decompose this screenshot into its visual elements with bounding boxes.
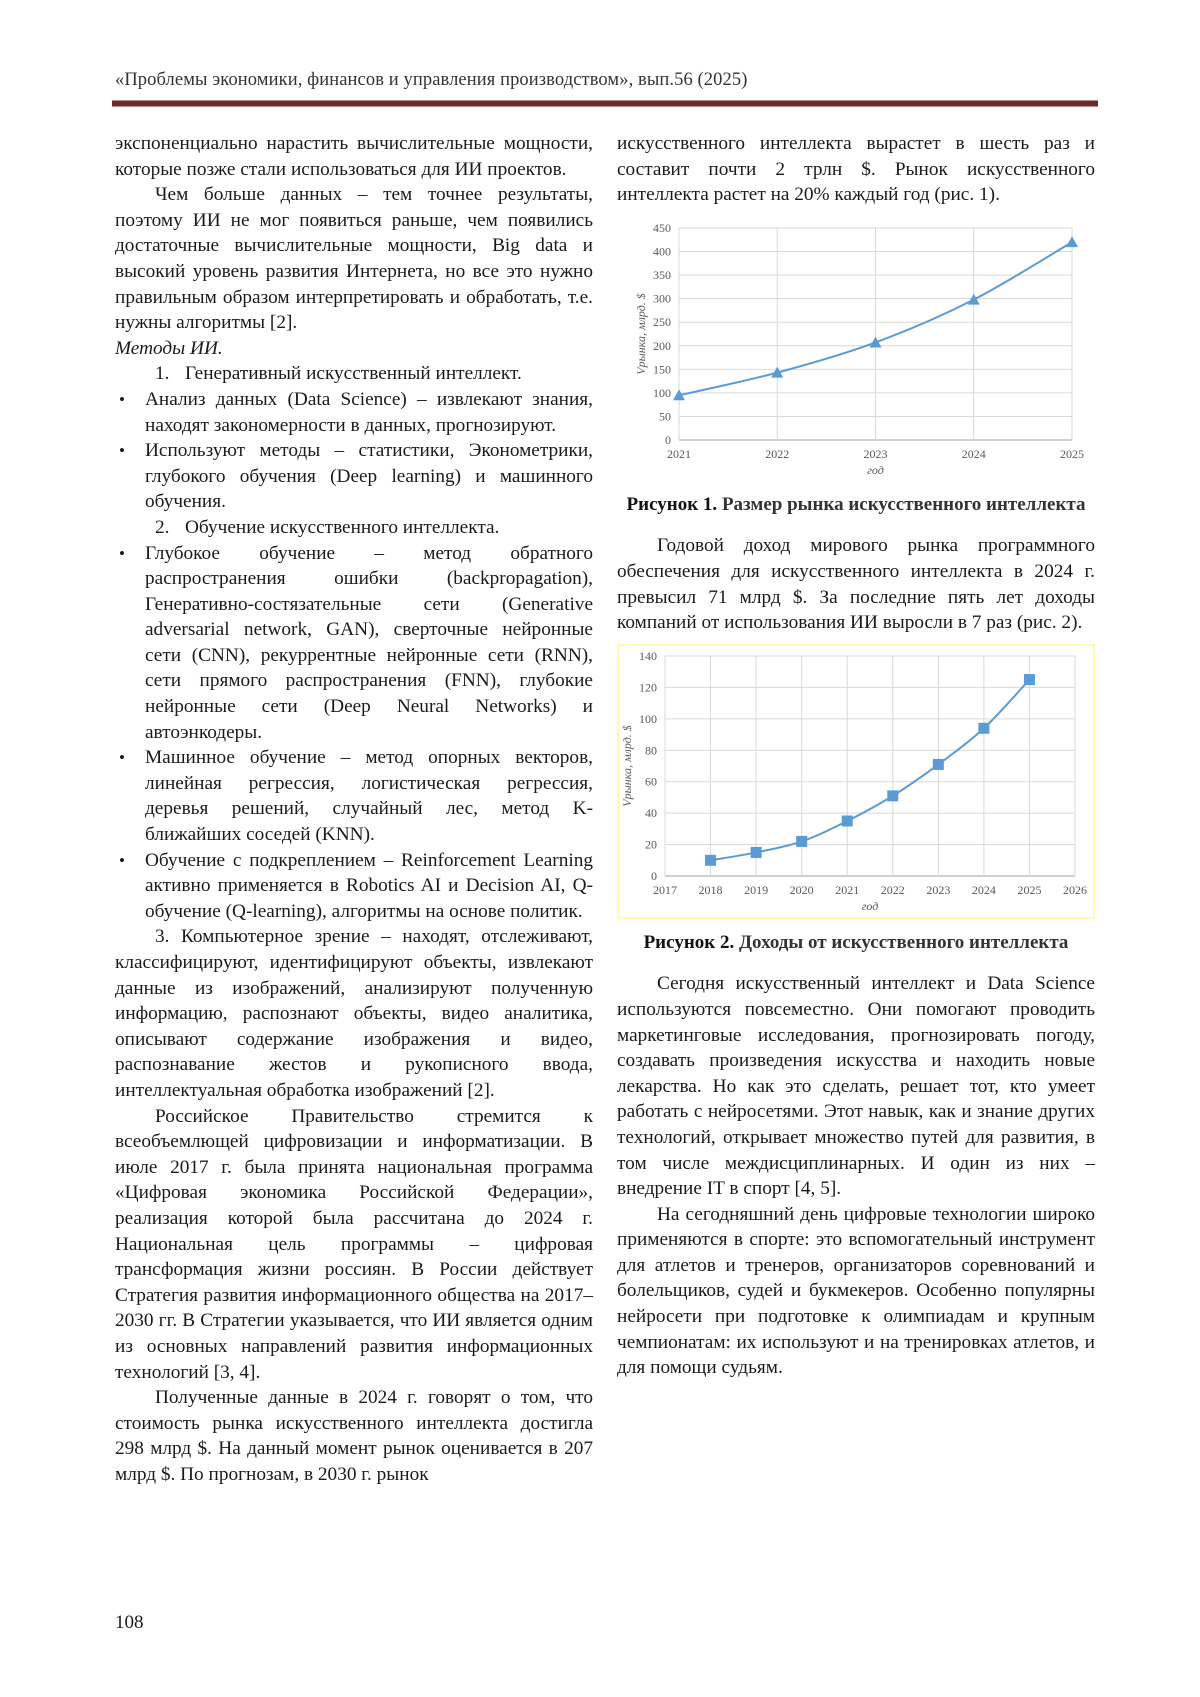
chart-2 — [617, 644, 1095, 919]
paragraph: Российское Правительство стремится к всеобъемлющей цифровизации и информатизации. В июле 2017 г. была принята национальная программа «Цифровая экономика Российской Федерации», реализация которой была рассчитана до 2024 г. Национальная цель программы – цифровая трансформация жизни россиян. В России действует Стратегия развития информационного общества на 2017–2030 гг. В Стратегии указывается, что ИИ является одним из основных направлений развития информационных технологий [3, 4]. — [115, 1105, 593, 1383]
y-tick-label: 120 — [639, 680, 657, 695]
y-axis-label: Vрынка, млрд. $ — [634, 293, 648, 375]
x-axis-label: год — [861, 898, 879, 913]
paragraph: 3. Компьютерное зрение – находят, отслеживают, классифицируют, идентифицируют объекты, извлекают данные из изображений, анализируют полученную информацию, распознают объекты, видео аналитика, описывают содержание изображения и видео, распознавание жестов и рукописного ввода, интеллектуальная обработка изображений [2]. — [115, 926, 593, 1101]
item-number: 2. — [155, 516, 170, 538]
left-column — [115, 131, 593, 1487]
y-tick-label: 100 — [639, 711, 657, 726]
y-tick-label: 60 — [645, 774, 657, 789]
paragraph: Полученные данные в 2024 г. говорят о том, что стоимость рынка искусственного интеллекта достигла 298 млрд $. На данный момент рынок оценивается в 207 млрд $. По прогнозам, в 2030 г. рынок — [115, 1387, 593, 1485]
right-column — [617, 131, 1095, 1381]
paragraph: Сегодня искусственный интеллект и Data Science используются повсеместно. Они помогают проводить маркетинговые исследования, прогнозировать погоду, создавать произведения искусства и находить новые лекарства. Но как это сделать, решает тот, кто умеет работать с нейросетями. Этот навык, как и знание других технологий, открывает множество путей для развития, в том числе междисциплинарных. И один из них – внедрение IT в спорт [4, 5]. — [617, 973, 1095, 1200]
paragraph: Годовой доход мирового рынка программного обеспечения для искусственного интеллекта в 2024 г. превысил 71 млрд $. За последние пять лет доходы компаний от использования ИИ выросли в 7 раз (рис. 2). — [617, 535, 1095, 634]
data-point — [842, 815, 853, 826]
y-axis-label: Vрынка, млрд. $ — [620, 724, 634, 807]
paragraph: На сегодняшний день цифровые технологии широко применяются в спорте: это вспомогательный инструмент для атлетов и тренеров, организаторов соревнований и болельщиков, судей и букмекеров. Особенно популярны нейросети при подготовке к олимпиадам и крупным чемпионатам: их используют и на тренировках атлетов, и для помощи судьям. — [617, 1203, 1095, 1379]
item-text: Обучение искусственного интеллекта. — [185, 516, 500, 538]
caption-label: Рисунок 1. — [626, 494, 718, 516]
list-item: • Используют методы – статистики, Эконометрики, глубокого обучения (Deep learning) и машинного обучения. — [115, 438, 593, 515]
x-tick-label: 2022 — [765, 446, 790, 461]
data-point — [705, 855, 716, 866]
caption-text: Доходы от искусственного интеллекта — [738, 932, 1069, 954]
series-line — [711, 679, 1030, 860]
x-tick-label: 2023 — [926, 882, 951, 897]
caption-label: Рисунок 2. — [643, 932, 735, 954]
figure-2-caption — [617, 930, 1095, 955]
numbered-item — [115, 515, 593, 541]
bullet-list — [115, 541, 593, 925]
x-tick-label: 2019 — [744, 882, 769, 897]
bullet-list — [115, 387, 593, 515]
figure-1-caption — [617, 492, 1095, 517]
y-tick-label: 0 — [665, 432, 671, 447]
x-tick-label: 2025 — [1060, 446, 1084, 461]
x-tick-label: 2025 — [1017, 882, 1042, 897]
data-point — [1024, 674, 1035, 685]
paragraph: искусственного интеллекта вырастет в шесть раз и составит почти 2 трлн $. Рынок искусственного интеллекта растет на 20% каждый год (рис. 1). — [617, 133, 1095, 206]
data-point — [978, 723, 989, 734]
x-tick-label: 2021 — [835, 882, 860, 897]
y-tick-label: 40 — [645, 805, 657, 820]
data-point — [887, 790, 898, 801]
y-tick-label: 450 — [653, 220, 671, 235]
y-tick-label: 100 — [653, 385, 671, 400]
y-tick-label: 350 — [653, 267, 671, 282]
paragraph: Чем больше данных – тем точнее результаты, поэтому ИИ не мог появиться раньше, чем появились достаточные вычислительные мощности, Big data и высокий уровень развития Интернета, но все это нужно правильным образом интерпретировать и обработать, т.е. нужны алгоритмы [2]. — [115, 184, 593, 334]
x-tick-label: 2024 — [971, 882, 996, 897]
figure-1 — [617, 216, 1095, 518]
y-tick-label: 140 — [639, 648, 657, 663]
x-tick-label: 2021 — [667, 446, 691, 461]
header-rule — [112, 100, 1098, 107]
y-tick-label: 20 — [645, 837, 657, 852]
y-tick-label: 80 — [645, 743, 657, 758]
y-tick-label: 250 — [653, 315, 671, 330]
y-tick-label: 300 — [653, 291, 671, 306]
data-point — [933, 759, 944, 770]
x-tick-label: 2026 — [1063, 882, 1087, 897]
figure-2 — [617, 644, 1095, 956]
x-tick-label: 2018 — [698, 882, 723, 897]
x-tick-label: 2022 — [880, 882, 905, 897]
list-item: • Анализ данных (Data Science) – извлекают знания, находят закономерности в данных, прогнозируют. — [115, 387, 593, 438]
paragraph: экспоненциально нарастить вычислительные мощности, которые позже стали использоваться для ИИ проектов. — [115, 133, 593, 180]
data-point — [751, 847, 762, 858]
data-point — [870, 336, 882, 347]
caption-text: Размер рынка искусственного интеллекта — [721, 494, 1086, 516]
item-text: Генеративный искусственный интеллект. — [185, 363, 522, 385]
list-item: • Глубокое обучение – метод обратного распространения ошибки (backpropagation), Генеративно-состязательные сети (Generative adversarial network, GAN), сверточные нейронные сети (CNN), рекуррентные нейронные сети (RNN), сети прямого распространения (FNN), глубокие нейронные сети (Deep Neural Networks) и автоэнкодеры. — [115, 541, 593, 746]
data-point — [1066, 236, 1078, 247]
item-number: 1. — [155, 363, 170, 385]
x-axis-label: год — [867, 462, 884, 477]
list-item: • Машинное обучение – метод опорных векторов, линейная регрессия, логистическая регрессия, деревья решений, случайный лес, метод K-ближайших соседей (KNN). — [115, 745, 593, 847]
data-point — [796, 836, 807, 847]
chart-1 — [617, 216, 1095, 481]
y-tick-label: 0 — [651, 868, 657, 883]
x-tick-label: 2024 — [961, 446, 986, 461]
numbered-item — [115, 361, 593, 387]
y-tick-label: 150 — [653, 362, 671, 377]
page-number: 108 — [115, 1612, 144, 1633]
x-tick-label: 2020 — [789, 882, 814, 897]
x-tick-label: 2023 — [863, 446, 888, 461]
y-tick-label: 50 — [659, 409, 671, 424]
y-tick-label: 400 — [653, 244, 671, 259]
journal-header: «Проблемы экономики, финансов и управления производством», вып.56 (2025) — [115, 70, 748, 90]
x-tick-label: 2017 — [653, 882, 677, 897]
y-tick-label: 200 — [653, 338, 671, 353]
list-item: • Обучение с подкреплением – Reinforcement Learning активно применяется в Robotics AI и Decision AI, Q-обучение (Q-learning), алгоритмы на основе политик. — [115, 848, 593, 925]
section-heading: Методы ИИ. — [115, 337, 223, 359]
